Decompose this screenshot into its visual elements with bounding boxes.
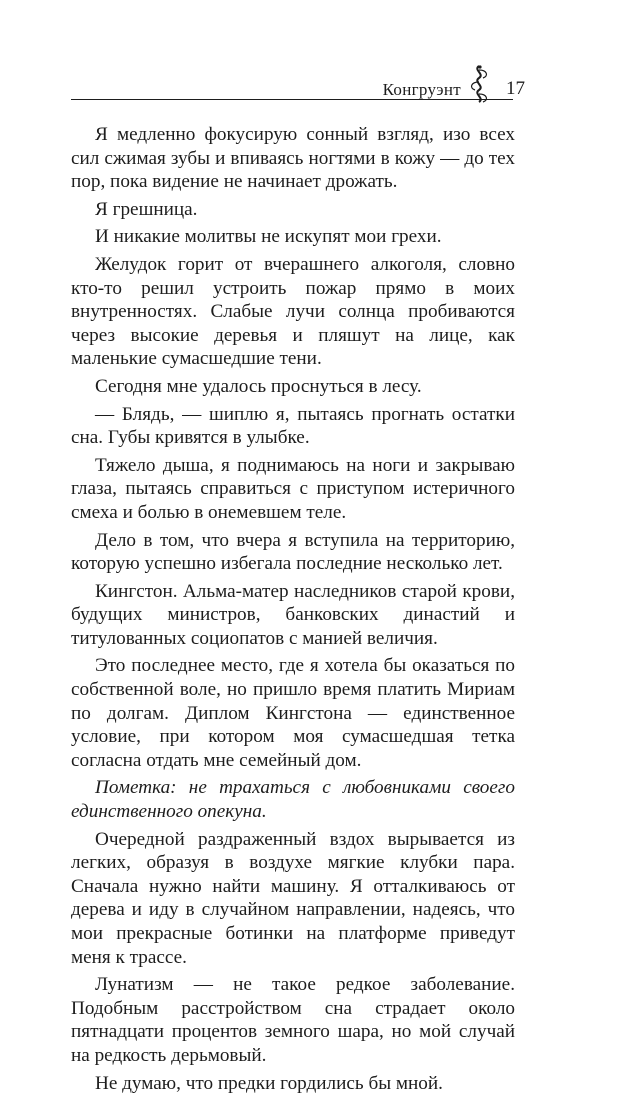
header-rule: [71, 99, 513, 100]
paragraph: Очередной раздраженный вздох вырывается из легких, образуя в воздухе мягкие клубки пара. Сначала нужно найти машину. Я отталкиваюсь от дерева и иду в случайном направлении, надеясь, что мои прекрасные ботинки на платформе приведут меня к трассе.: [71, 828, 515, 968]
paragraph: — Блядь, — шиплю я, пытаясь прогнать остатки сна. Губы кривятся в улыбке.: [71, 403, 515, 449]
paragraph: Лунатизм — не такое редкое заболевание. Подобным расстройством сна страдает около пятнадцати процентов земного шара, но мой случай на редкость дерьмовый.: [71, 974, 515, 1066]
paragraph: Сегодня мне удалось проснуться в лесу.: [95, 375, 422, 397]
paragraph: Не думаю, что предки гордились бы мной.: [95, 1072, 443, 1094]
paragraph: Я медленно фокусирую сонный взгляд, изо всех сил сжимая зубы и впиваясь ногтями в кожу — до тех пор, пока видение не начинает дрожать.: [71, 124, 515, 193]
paragraph: Тяжело дыша, я поднимаюсь на ноги и закрываю глаза, пытаясь справиться с приступом истеричного смеха и болью в онемевшем теле.: [71, 454, 515, 523]
paragraph: Кингстон. Альма-матер наследников старой крови, будущих министров, банковских династий и титулованных социопатов с манией величия.: [71, 580, 515, 649]
paragraph: Я грешница.: [95, 198, 198, 220]
page-number: 17: [506, 78, 525, 99]
italic-note-paragraph: Пометка: не трахаться с любовниками своего единственного опекуна.: [71, 777, 515, 823]
running-header: [71, 66, 525, 100]
page-body: [71, 123, 515, 1099]
paragraph: Дело в том, что вчера я вступила на территорию, которую успешно избегала последние несколько лет.: [71, 529, 515, 575]
paragraph: Это последнее место, где я хотела бы оказаться по собственной воле, но пришло время платить Мириам по долгам. Диплом Кингстона — единственное условие, при котором моя сумасшедшая тетка согласна отдать мне семейный дом.: [71, 655, 515, 771]
serpent-ornament-icon: [463, 64, 495, 104]
paragraph: Желудок горит от вчерашнего алкоголя, словно кто-то решил устроить пожар прямо в моих внутренностях. Слабые лучи солнца пробиваются через высокие деревья и пляшут на лице, как маленькие сумасшедшие тени.: [71, 253, 515, 370]
paragraph: И никакие молитвы не искупят мои грехи.: [95, 226, 442, 248]
running-header-title: Конгруэнт: [382, 80, 461, 99]
